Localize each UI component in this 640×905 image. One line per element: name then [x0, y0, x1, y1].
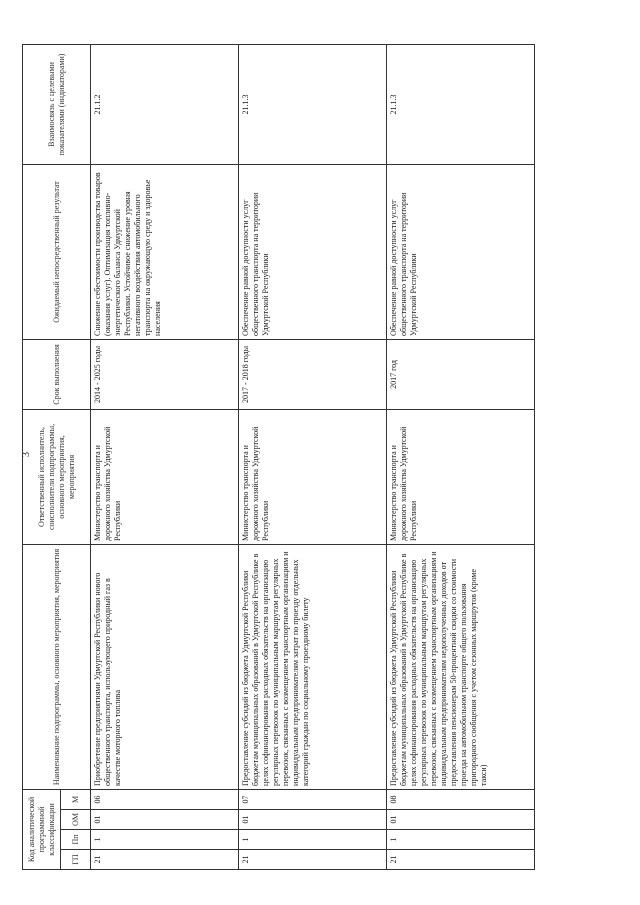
- header-term: Срок выполнения: [23, 339, 91, 409]
- cell-term: 2017 год: [387, 339, 535, 409]
- cell-term: 2017 - 2018 годы: [239, 339, 387, 409]
- table-row: [91, 44, 239, 869]
- cell-name: Предоставление субсидий из бюджета Удмуртской Республики бюджетам муниципальных образований в Удмуртской Республике в целях софинансирования расходных обязательств на организацию регулярных перевозок по муниципальным маршрутам регулярных перевозок, связанных с возмещением транспортным организациям и индивидуальным предпринимателям затрат по проезду отдельных категорий граждан по социальному проездному билету: [239, 544, 387, 789]
- cell-result: Снижение себестоимости производства товаров (оказания услуг). Оптимизация топливно-энергетического баланса Удмуртской Республики. Устойчивое снижение уровня негативного воздействия автомобильного транспорта на окружающую среду и здоровье населения: [91, 164, 239, 339]
- cell-m: 08: [387, 789, 535, 809]
- cell-m: 07: [239, 789, 387, 809]
- cell-name: Приобретение предприятиями Удмуртской Республики нового общественного транспорта, использующего природный газ в качестве моторного топлива: [91, 544, 239, 789]
- header-code-group: Код аналитической программной классификации: [23, 789, 61, 869]
- cell-name: Предоставление субсидий из бюджета Удмуртской Республики бюджетам муниципальных образований в Удмуртской Республике в целях софинансирования расходных обязательств на организацию регулярных перевозок по муниципальным маршрутам регулярных перевозок, связанных с возмещением транспортным организациям и индивидуальным предпринимателям недополученных доходов от предоставления пенсионерам 50-процентной скидки со стоимости проезда на автомобильном транспорте общего пользования пригородного сообщения с учетом сезонных маршрутов (кроме такси): [387, 544, 535, 789]
- table-row: [387, 44, 535, 869]
- header-code-gp: ГП: [61, 850, 91, 870]
- cell-om: 01: [387, 810, 535, 830]
- header-executor: Ответственный исполнитель, соисполнители подпрограммы, основного мероприятия, мероприятия: [23, 409, 91, 544]
- header-result: Ожидаемый непосредственный результат: [23, 164, 91, 339]
- cell-pp: 1: [91, 830, 239, 850]
- cell-executor: Министерство транспорта и дорожного хозяйства Удмуртской Республики: [239, 409, 387, 544]
- cell-gp: 21: [387, 850, 535, 870]
- cell-gp: 21: [239, 850, 387, 870]
- cell-result: Обеспечение равной доступности услуг общественного транспорта на территории Удмуртской Республики: [387, 164, 535, 339]
- cell-link: 21.1.3: [239, 44, 387, 164]
- cell-gp: 21: [91, 850, 239, 870]
- cell-pp: 1: [387, 830, 535, 850]
- cell-pp: 1: [239, 830, 387, 850]
- header-code-m: М: [61, 789, 91, 809]
- header-code-om: ОМ: [61, 810, 91, 830]
- cell-result: Обеспечение равной доступности услуг общественного транспорта на территории Удмуртской Республики: [239, 164, 387, 339]
- header-name: Наименование подпрограммы, основного мероприятия, мероприятия: [23, 544, 91, 789]
- cell-om: 01: [91, 810, 239, 830]
- cell-m: 06: [91, 789, 239, 809]
- page-number: 3: [21, 452, 32, 457]
- cell-executor: Министерство транспорта и дорожного хозяйства Удмуртской Республики: [91, 409, 239, 544]
- program-measures-table: [22, 44, 535, 870]
- header-link: Взаимосвязь с целевыми показателями (индикаторами): [23, 44, 91, 164]
- cell-term: 2014 - 2025 годы: [91, 339, 239, 409]
- header-code-pp: Пп: [61, 830, 91, 850]
- cell-link: 21.1.2: [91, 44, 239, 164]
- cell-executor: Министерство транспорта и дорожного хозяйства Удмуртской Республики: [387, 409, 535, 544]
- cell-link: 21.1.3: [387, 44, 535, 164]
- cell-om: 01: [239, 810, 387, 830]
- table-row: [239, 44, 387, 869]
